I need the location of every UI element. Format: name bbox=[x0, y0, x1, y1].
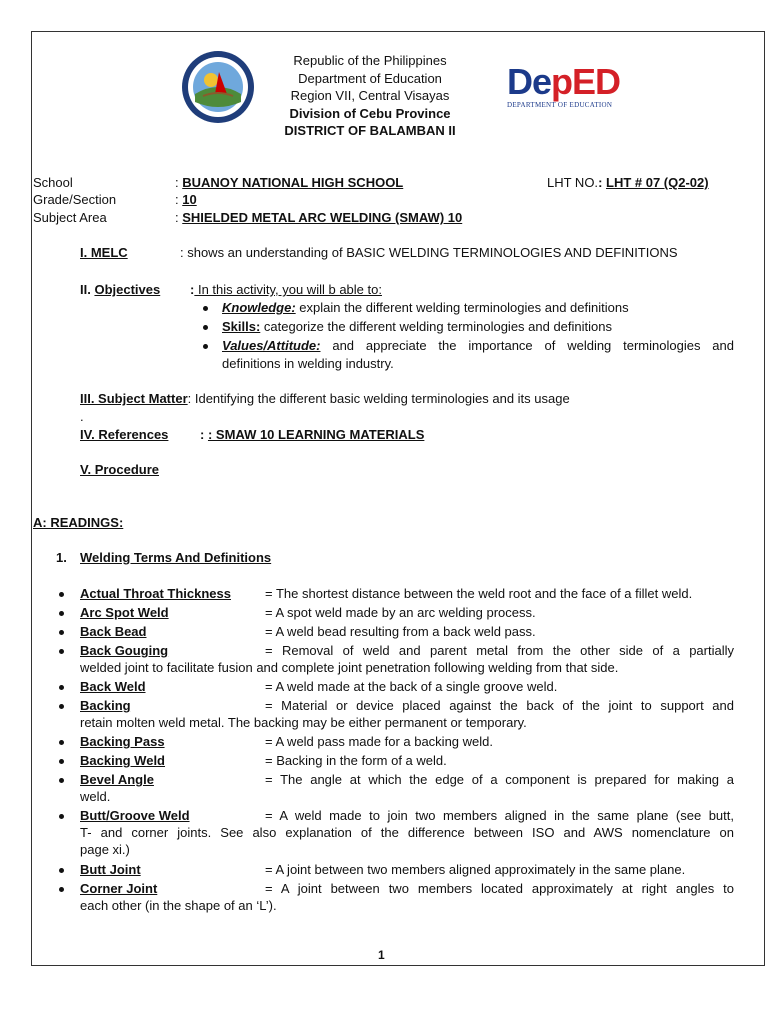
subject-value: : SHIELDED METAL ARC WELDING (SMAW) 10 bbox=[175, 210, 463, 225]
term-definition: = A weld bead resulting from a back weld pass. bbox=[265, 624, 536, 639]
grade-value: : 10 bbox=[175, 192, 197, 207]
bullet bbox=[203, 325, 208, 330]
lht-number: LHT NO.: LHT # 07 (Q2-02) bbox=[547, 175, 709, 190]
references-text: : : SMAW 10 LEARNING MATERIALS bbox=[200, 427, 425, 442]
objective-knowledge: Knowledge: explain the different welding terminologies and definitions bbox=[222, 300, 629, 315]
objectives-label: II. Objectives bbox=[80, 282, 161, 297]
term-label: Butt/Groove Weld bbox=[80, 808, 190, 823]
term-definition-cont: weld. bbox=[80, 789, 111, 804]
subject-matter: III. Subject Matter: Identifying the different basic welding terminologies and its usage bbox=[80, 391, 570, 406]
term-definition-cont: retain molten weld metal. The backing may be either permanent or temporary. bbox=[80, 715, 527, 730]
letterhead bbox=[250, 52, 490, 140]
bullet bbox=[203, 344, 208, 349]
readings-title: Welding Terms And Definitions bbox=[80, 550, 272, 565]
readings-number: 1. bbox=[56, 550, 67, 565]
division-seal-logo bbox=[181, 50, 255, 124]
term-definition: = A joint between two members located approximately at right angles to bbox=[265, 881, 734, 896]
header-district: DISTRICT OF BALAMBAN II bbox=[284, 123, 456, 138]
school-label: School bbox=[33, 175, 73, 190]
term-label: Actual Throat Thickness bbox=[80, 586, 231, 601]
term-definition: = A weld pass made for a backing weld. bbox=[265, 734, 493, 749]
term-definition-cont: each other (in the shape of an ‘L’). bbox=[80, 898, 277, 913]
subject-matter-dot: . bbox=[80, 409, 84, 424]
term-definition: = Removal of weld and parent metal from the other side of a partially bbox=[265, 643, 734, 658]
term-label: Arc Spot Weld bbox=[80, 605, 169, 620]
objectives-intro: : In this activity, you will b able to: bbox=[190, 282, 382, 297]
term-label: Back Bead bbox=[80, 624, 147, 639]
term-definition-cont: T- and corner joints. See also explanation of the difference between ISO and AWS nomenclature on bbox=[80, 825, 734, 840]
term-label: Back Weld bbox=[80, 679, 146, 694]
term-label: Back Gouging bbox=[80, 643, 169, 658]
bullet bbox=[59, 630, 64, 635]
term-definition: = A weld made to join two members aligned in the same plane (see butt, bbox=[265, 808, 734, 823]
grade-label: Grade/Section bbox=[33, 192, 117, 207]
bullet bbox=[59, 887, 64, 892]
term-definition: = A weld made at the back of a single groove weld. bbox=[265, 679, 558, 694]
header-division: Division of Cebu Province bbox=[289, 105, 451, 121]
bullet bbox=[59, 740, 64, 745]
objective-values: Values/Attitude: and appreciate the importance of welding terminologies and bbox=[222, 338, 734, 353]
bullet bbox=[59, 778, 64, 783]
term-label: Backing Pass bbox=[80, 734, 165, 749]
school-value: : BUANOY NATIONAL HIGH SCHOOL bbox=[175, 175, 404, 190]
term-label: Butt Joint bbox=[80, 862, 141, 877]
term-label: Backing bbox=[80, 698, 131, 713]
term-definition: = Material or device placed against the back of the joint to support and bbox=[265, 698, 734, 713]
bullet bbox=[59, 704, 64, 709]
bullet bbox=[59, 685, 64, 690]
subject-label: Subject Area bbox=[33, 210, 107, 225]
header-department: Department of Education bbox=[298, 70, 442, 86]
term-definition: = Backing in the form of a weld. bbox=[265, 753, 447, 768]
bullet bbox=[59, 759, 64, 764]
term-definition: = A joint between two members aligned approximately in the same plane. bbox=[265, 862, 686, 877]
melc-text: : shows an understanding of BASIC WELDING TERMINOLOGIES AND DEFINITIONS bbox=[180, 245, 678, 260]
term-definition: = A spot weld made by an arc welding process. bbox=[265, 605, 536, 620]
term-label: Corner Joint bbox=[80, 881, 158, 896]
term-label: Bevel Angle bbox=[80, 772, 154, 787]
bullet bbox=[59, 611, 64, 616]
melc-label: I. MELC bbox=[80, 245, 128, 260]
objective-values-cont: definitions in welding industry. bbox=[222, 356, 394, 371]
readings-label: A: READINGS: bbox=[33, 515, 124, 530]
deped-logo: DepED DEPARTMENT OF EDUCATION bbox=[507, 61, 621, 109]
term-definition-cont: page xi.) bbox=[80, 842, 130, 857]
objective-skills: Skills: categorize the different welding terminologies and definitions bbox=[222, 319, 612, 334]
term-label: Backing Weld bbox=[80, 753, 166, 768]
term-definition: = The angle at which the edge of a component is prepared for making a bbox=[265, 772, 734, 787]
header-republic: Republic of the Philippines bbox=[293, 53, 447, 68]
term-definition-cont: welded joint to facilitate fusion and complete joint penetration following welding from that side. bbox=[80, 660, 619, 675]
bullet bbox=[203, 306, 208, 311]
page-number: 1 bbox=[378, 948, 385, 962]
bullet bbox=[59, 649, 64, 654]
procedure-label: V. Procedure bbox=[80, 462, 160, 477]
header-region: Region VII, Central Visayas bbox=[290, 88, 450, 103]
bullet bbox=[59, 868, 64, 873]
bullet bbox=[59, 814, 64, 819]
bullet bbox=[59, 592, 64, 597]
term-definition: = The shortest distance between the weld root and the face of a fillet weld. bbox=[265, 586, 693, 601]
references-label: IV. References bbox=[80, 427, 169, 442]
